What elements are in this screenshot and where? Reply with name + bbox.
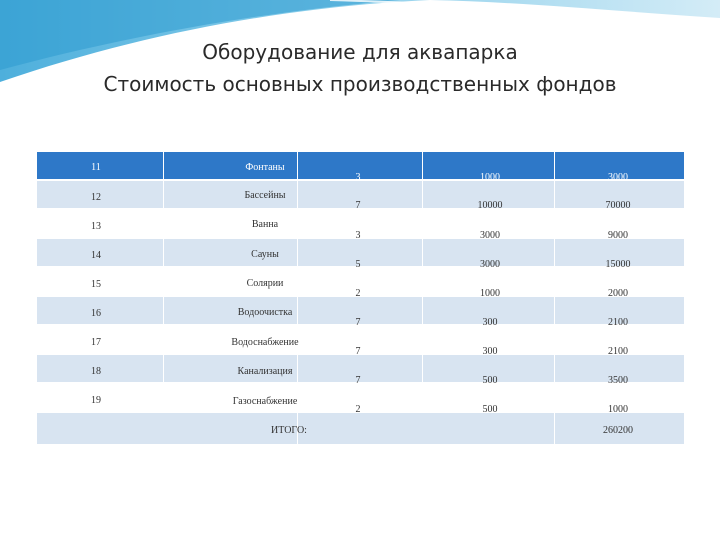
cell-qty: 3 (355, 230, 361, 241)
cell-num: 11 (91, 162, 101, 173)
table-row (37, 297, 684, 324)
cell-num: 19 (91, 395, 101, 406)
table-row (37, 210, 684, 237)
slide-subtitle: Стоимость основных производственных фондов (103, 72, 617, 96)
cell-total: 2100 (608, 346, 628, 357)
column-divider (163, 152, 164, 413)
cell-qty: 7 (355, 346, 361, 357)
total-value: 260200 (603, 425, 633, 436)
cell-name: Водоочистка (237, 307, 293, 318)
cell-price: 300 (482, 346, 498, 357)
cell-total: 15000 (605, 259, 631, 270)
table-row (37, 152, 684, 179)
cell-qty: 3 (355, 172, 361, 183)
table-total-row (37, 413, 684, 444)
table-row (37, 268, 684, 295)
cell-name: Канализация (237, 366, 293, 377)
cell-num: 17 (91, 337, 101, 348)
cell-total: 3500 (608, 375, 628, 386)
cell-qty: 7 (355, 317, 361, 328)
cell-num: 18 (91, 366, 101, 377)
cell-num: 13 (91, 221, 101, 232)
slide-title: Оборудование для аквапарка (202, 40, 518, 64)
cell-price: 1000 (480, 172, 500, 183)
cell-name: Ванна (251, 219, 279, 230)
column-divider (554, 152, 555, 444)
cell-price: 10000 (477, 200, 503, 211)
cell-total: 2100 (608, 317, 628, 328)
cell-qty: 2 (355, 404, 361, 415)
cell-num: 16 (91, 308, 101, 319)
cell-qty: 7 (355, 375, 361, 386)
table-row (37, 355, 684, 382)
cell-price: 3000 (480, 230, 500, 241)
cell-price: 3000 (480, 259, 500, 270)
cell-total: 9000 (608, 230, 628, 241)
cell-name: Сауны (251, 249, 279, 260)
cell-total: 1000 (608, 404, 628, 415)
cell-price: 300 (482, 317, 498, 328)
table-row (37, 181, 684, 208)
table-row (37, 384, 684, 411)
cell-qty: 2 (355, 288, 361, 299)
cell-total: 3000 (608, 172, 628, 183)
cell-total: 70000 (605, 200, 631, 211)
equipment-table (37, 152, 684, 444)
cell-name: Газоснабжение (232, 396, 298, 407)
cell-num: 12 (91, 192, 101, 203)
cell-name: Фонтаны (245, 162, 285, 173)
cell-name: Водоснабжение (231, 337, 299, 348)
cell-qty: 7 (355, 200, 361, 211)
cell-name: Солярии (246, 278, 284, 289)
cell-price: 1000 (480, 288, 500, 299)
cell-total: 2000 (608, 288, 628, 299)
column-divider (422, 152, 423, 413)
cell-price: 500 (482, 375, 498, 386)
table-row (37, 239, 684, 266)
cell-name: Бассейны (244, 190, 286, 201)
total-label: ИТОГО: (271, 425, 307, 436)
cell-price: 500 (482, 404, 498, 415)
cell-num: 14 (91, 250, 101, 261)
table-row (37, 326, 684, 353)
cell-num: 15 (91, 279, 101, 290)
cell-qty: 5 (355, 259, 361, 270)
